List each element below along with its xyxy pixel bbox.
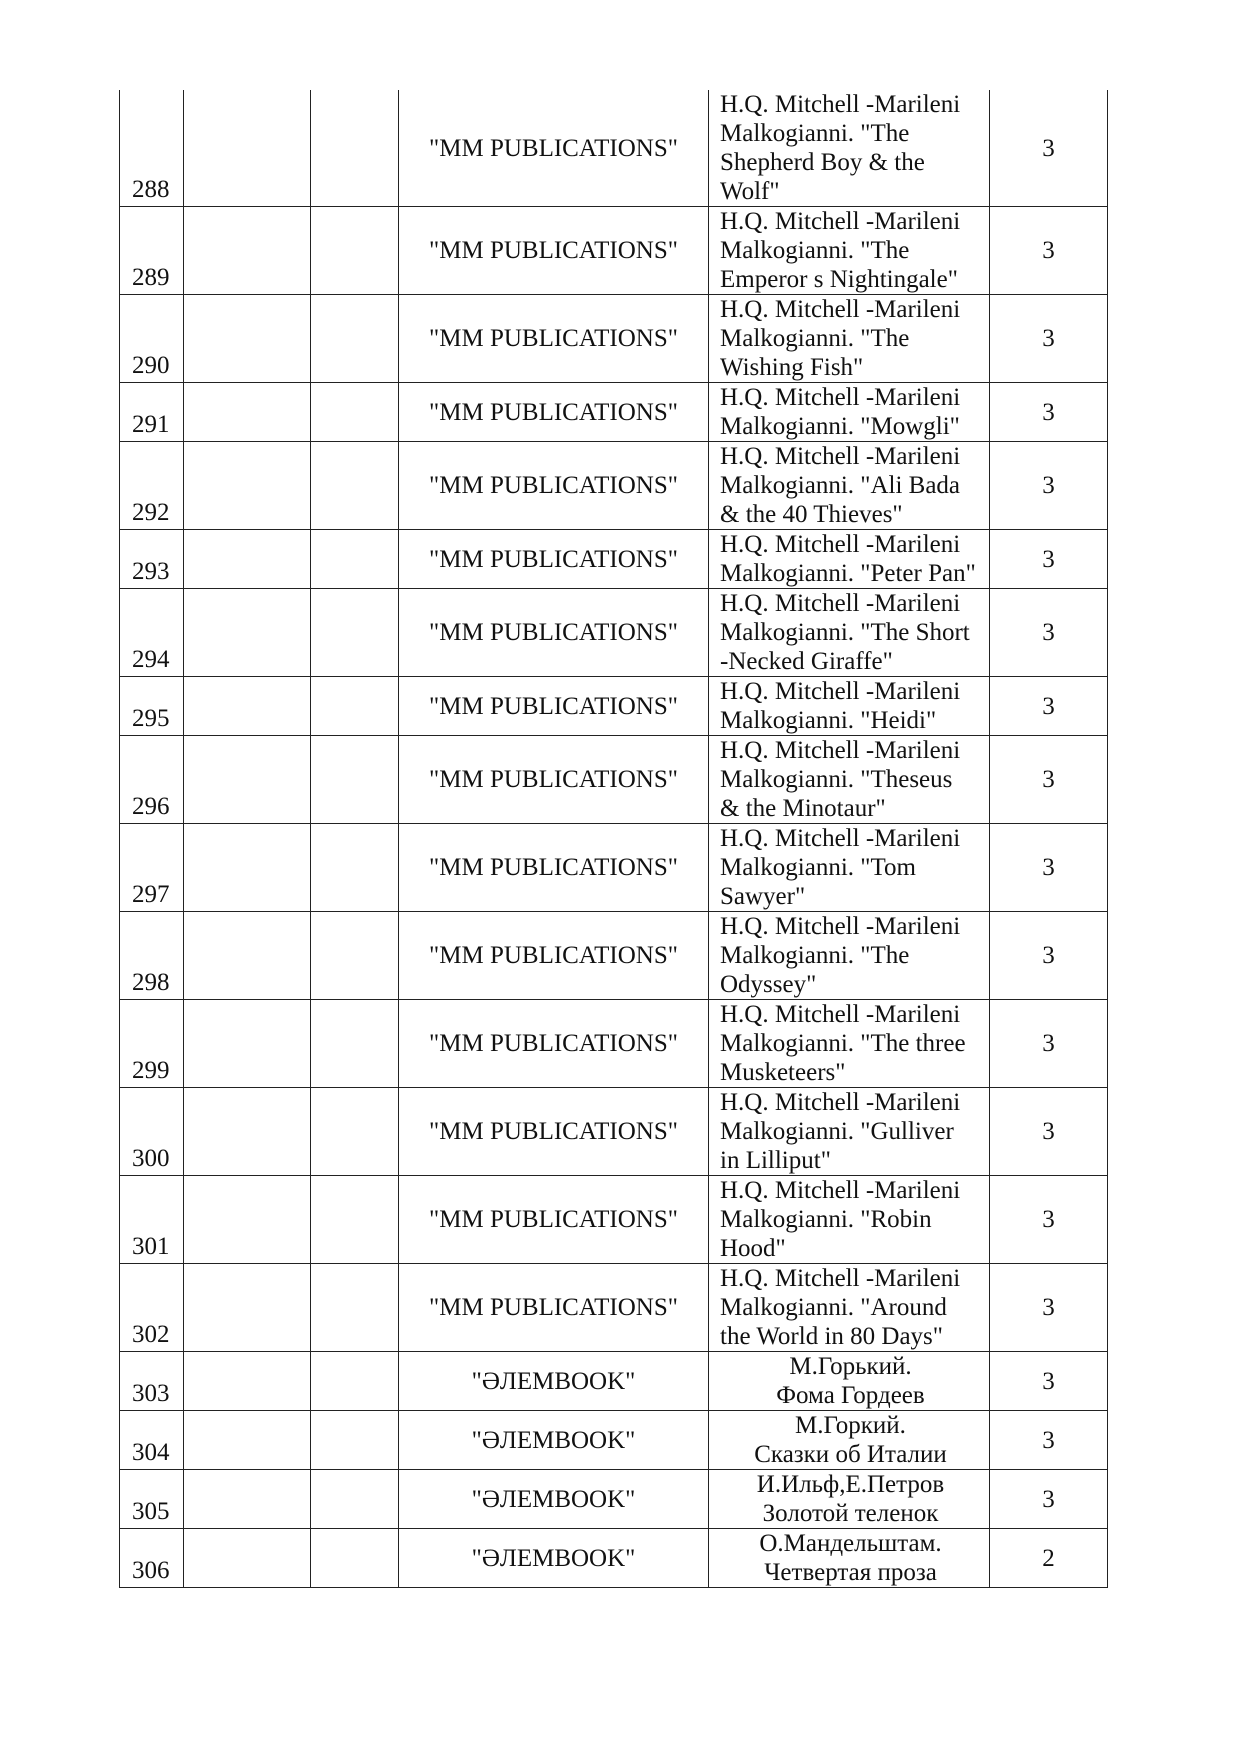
quantity-cell: 3 (990, 530, 1108, 589)
title-line: Wishing Fish" (720, 354, 864, 381)
title-cell (709, 1529, 990, 1588)
quantity-cell: 3 (990, 442, 1108, 530)
row-number-cell: 304 (120, 1411, 184, 1470)
title-line: Фома Гордеев (776, 1382, 925, 1409)
table-row (120, 736, 1108, 824)
table-row (120, 295, 1108, 383)
title-line: H.Q. Mitchell -Marileni (720, 825, 961, 852)
publisher-cell: "MM PUBLICATIONS" (399, 90, 709, 207)
title-line: Shepherd Boy & the (720, 149, 925, 176)
publisher-cell: "MM PUBLICATIONS" (399, 824, 709, 912)
empty-cell (184, 736, 311, 824)
title-line: H.Q. Mitchell -Marileni (720, 678, 961, 705)
title-line: Sawyer" (720, 883, 806, 910)
table-row (120, 1411, 1108, 1470)
table-row (120, 90, 1108, 207)
empty-cell (311, 295, 399, 383)
title-line: H.Q. Mitchell -Marileni (720, 91, 961, 118)
title-line: H.Q. Mitchell -Marileni (720, 1177, 961, 1204)
title-cell (709, 1352, 990, 1411)
quantity-cell: 3 (990, 90, 1108, 207)
quantity-cell: 2 (990, 1529, 1108, 1588)
empty-cell (184, 295, 311, 383)
title-cell (709, 589, 990, 677)
row-number-cell: 297 (120, 824, 184, 912)
title-line: Malkogianni. "The (720, 325, 910, 352)
row-number-cell: 299 (120, 1000, 184, 1088)
empty-cell (311, 207, 399, 295)
row-number-cell: 300 (120, 1088, 184, 1176)
table-row (120, 589, 1108, 677)
title-line: & the 40 Thieves" (720, 501, 903, 528)
table-row (120, 1088, 1108, 1176)
quantity-cell: 3 (990, 1411, 1108, 1470)
publisher-cell: "MM PUBLICATIONS" (399, 207, 709, 295)
quantity-cell: 3 (990, 677, 1108, 736)
empty-cell (311, 1470, 399, 1529)
row-number-cell: 305 (120, 1470, 184, 1529)
title-line: H.Q. Mitchell -Marileni (720, 208, 961, 235)
row-number-cell: 292 (120, 442, 184, 530)
empty-cell (311, 1000, 399, 1088)
empty-cell (184, 1352, 311, 1411)
title-line: Malkogianni. "Theseus (720, 766, 953, 793)
quantity-cell: 3 (990, 824, 1108, 912)
table-row (120, 1176, 1108, 1264)
publisher-cell: "MM PUBLICATIONS" (399, 589, 709, 677)
quantity-cell: 3 (990, 1000, 1108, 1088)
empty-cell (184, 824, 311, 912)
empty-cell (311, 90, 399, 207)
row-number-cell: 306 (120, 1529, 184, 1588)
table-row (120, 1264, 1108, 1352)
table-row (120, 912, 1108, 1000)
row-number-cell: 291 (120, 383, 184, 442)
table-row (120, 383, 1108, 442)
table-row (120, 530, 1108, 589)
empty-cell (184, 1470, 311, 1529)
title-line: Золотой теленок (762, 1500, 939, 1527)
empty-cell (184, 530, 311, 589)
title-line: & the Minotaur" (720, 795, 886, 822)
table-row (120, 442, 1108, 530)
title-line: Musketeers" (720, 1059, 846, 1086)
quantity-cell: 3 (990, 383, 1108, 442)
title-line: H.Q. Mitchell -Marileni (720, 1001, 961, 1028)
row-number-cell: 303 (120, 1352, 184, 1411)
publisher-cell: "MM PUBLICATIONS" (399, 1088, 709, 1176)
title-line: И.Ильф,Е.Петров (756, 1471, 945, 1498)
empty-cell (184, 589, 311, 677)
publisher-cell: "MM PUBLICATIONS" (399, 295, 709, 383)
title-line: Malkogianni. "The (720, 237, 910, 264)
title-line: Malkogianni. "Ali Bada (720, 472, 961, 499)
empty-cell (311, 530, 399, 589)
title-cell (709, 1470, 990, 1529)
publisher-cell: "MM PUBLICATIONS" (399, 677, 709, 736)
quantity-cell: 3 (990, 736, 1108, 824)
title-line: Hood" (720, 1235, 786, 1262)
publisher-cell: "MM PUBLICATIONS" (399, 383, 709, 442)
quantity-cell: 3 (990, 295, 1108, 383)
table-row (120, 1529, 1108, 1588)
empty-cell (311, 589, 399, 677)
empty-cell (311, 912, 399, 1000)
empty-cell (311, 1264, 399, 1352)
title-line: Malkogianni. "Gulliver (720, 1118, 954, 1145)
row-number-cell: 302 (120, 1264, 184, 1352)
title-line: Malkogianni. "Heidi" (720, 707, 937, 734)
title-line: Odyssey" (720, 971, 817, 998)
quantity-cell: 3 (990, 1470, 1108, 1529)
title-line: М.Горкий. (795, 1412, 906, 1439)
title-cell (709, 383, 990, 442)
title-line: Malkogianni. "Robin (720, 1206, 932, 1233)
table-row (120, 1000, 1108, 1088)
title-line: H.Q. Mitchell -Marileni (720, 384, 961, 411)
empty-cell (311, 1088, 399, 1176)
row-number-cell: 301 (120, 1176, 184, 1264)
title-cell (709, 90, 990, 207)
empty-cell (184, 1000, 311, 1088)
row-number-cell: 294 (120, 589, 184, 677)
title-line: Emperor s Nightingale" (720, 266, 958, 293)
publisher-cell: "MM PUBLICATIONS" (399, 1000, 709, 1088)
table-row (120, 824, 1108, 912)
title-cell (709, 912, 990, 1000)
empty-cell (184, 1088, 311, 1176)
empty-cell (184, 912, 311, 1000)
publisher-cell: "MM PUBLICATIONS" (399, 1176, 709, 1264)
title-line: Malkogianni. "Mowgli" (720, 413, 960, 440)
title-line: H.Q. Mitchell -Marileni (720, 913, 961, 940)
table-row (120, 207, 1108, 295)
publisher-cell: "MM PUBLICATIONS" (399, 530, 709, 589)
title-cell (709, 1088, 990, 1176)
empty-cell (311, 442, 399, 530)
title-cell (709, 1264, 990, 1352)
title-line: М.Горький. (789, 1353, 912, 1380)
empty-cell (311, 1352, 399, 1411)
quantity-cell: 3 (990, 1264, 1108, 1352)
empty-cell (311, 824, 399, 912)
title-line: H.Q. Mitchell -Marileni (720, 1265, 961, 1292)
publisher-cell: "ӘЛЕМBOOK" (399, 1470, 709, 1529)
title-line: in Lilliput" (720, 1147, 831, 1174)
empty-cell (184, 90, 311, 207)
row-number-cell: 290 (120, 295, 184, 383)
title-line: Malkogianni. "The (720, 120, 910, 147)
empty-cell (184, 207, 311, 295)
title-line: H.Q. Mitchell -Marileni (720, 737, 961, 764)
title-cell (709, 207, 990, 295)
title-line: Malkogianni. "Peter Pan" (720, 560, 976, 587)
empty-cell (184, 1411, 311, 1470)
quantity-cell: 3 (990, 912, 1108, 1000)
empty-cell (184, 1264, 311, 1352)
quantity-cell: 3 (990, 589, 1108, 677)
empty-cell (184, 1529, 311, 1588)
table-row (120, 1470, 1108, 1529)
title-cell (709, 530, 990, 589)
table-row (120, 1352, 1108, 1411)
row-number-cell: 295 (120, 677, 184, 736)
empty-cell (184, 383, 311, 442)
title-line: Malkogianni. "The Short (720, 619, 970, 646)
quantity-cell: 3 (990, 1176, 1108, 1264)
title-cell (709, 736, 990, 824)
empty-cell (311, 1176, 399, 1264)
quantity-cell: 3 (990, 1352, 1108, 1411)
row-number-cell: 296 (120, 736, 184, 824)
publisher-cell: "ӘЛЕМBOOK" (399, 1529, 709, 1588)
empty-cell (311, 383, 399, 442)
title-line: H.Q. Mitchell -Marileni (720, 1089, 961, 1116)
title-line: Malkogianni. "The three (720, 1030, 966, 1057)
empty-cell (311, 736, 399, 824)
row-number-cell: 293 (120, 530, 184, 589)
quantity-cell: 3 (990, 1088, 1108, 1176)
title-line: H.Q. Mitchell -Marileni (720, 590, 961, 617)
title-cell (709, 442, 990, 530)
title-cell (709, 295, 990, 383)
title-line: Malkogianni. "Tom (720, 854, 916, 881)
title-line: the World in 80 Days" (720, 1323, 943, 1350)
title-cell (709, 1411, 990, 1470)
empty-cell (311, 1411, 399, 1470)
book-list-table (119, 90, 1108, 1588)
empty-cell (311, 1529, 399, 1588)
title-line: Malkogianni. "The (720, 942, 910, 969)
empty-cell (184, 677, 311, 736)
title-line: Wolf" (720, 178, 780, 205)
title-line: Malkogianni. "Around (720, 1294, 947, 1321)
title-line: О.Мандельштам. (759, 1530, 942, 1557)
publisher-cell: "MM PUBLICATIONS" (399, 442, 709, 530)
empty-cell (311, 677, 399, 736)
title-cell (709, 824, 990, 912)
row-number-cell: 288 (120, 90, 184, 207)
publisher-cell: "MM PUBLICATIONS" (399, 1264, 709, 1352)
title-line: Четвертая проза (764, 1559, 937, 1586)
title-cell (709, 1176, 990, 1264)
publisher-cell: "MM PUBLICATIONS" (399, 912, 709, 1000)
empty-cell (184, 442, 311, 530)
row-number-cell: 298 (120, 912, 184, 1000)
row-number-cell: 289 (120, 207, 184, 295)
quantity-cell: 3 (990, 207, 1108, 295)
table-body (120, 90, 1108, 1588)
title-line: H.Q. Mitchell -Marileni (720, 531, 961, 558)
table-row (120, 677, 1108, 736)
title-line: H.Q. Mitchell -Marileni (720, 296, 961, 323)
title-line: H.Q. Mitchell -Marileni (720, 443, 961, 470)
empty-cell (184, 1176, 311, 1264)
publisher-cell: "MM PUBLICATIONS" (399, 736, 709, 824)
publisher-cell: "ӘЛЕМBOOK" (399, 1352, 709, 1411)
title-line: -Necked Giraffe" (720, 648, 893, 675)
title-cell (709, 1000, 990, 1088)
title-cell (709, 677, 990, 736)
title-line: Сказки об Италии (754, 1441, 947, 1468)
publisher-cell: "ӘЛЕМBOOK" (399, 1411, 709, 1470)
